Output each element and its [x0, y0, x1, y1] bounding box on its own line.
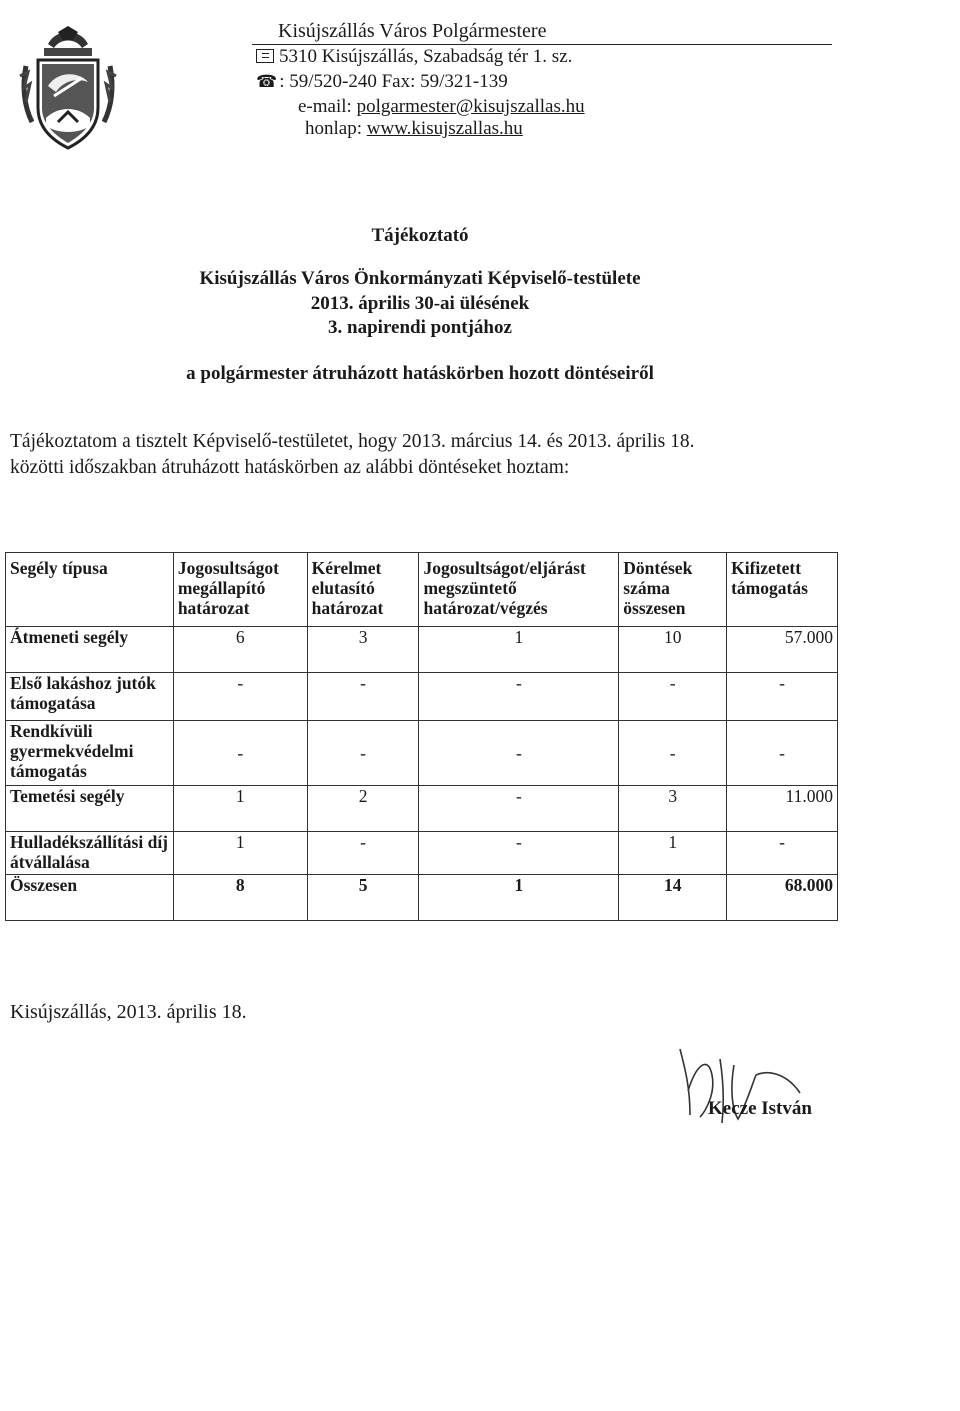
place-and-date: Kisújszállás, 2013. április 18. [10, 1001, 247, 1023]
table-header-cell: Jogosultságot/eljárást megszüntető határozat/végzés [419, 553, 619, 627]
row-label: Hulladékszállítási díj átvállalása [6, 832, 174, 875]
total-cell: 8 [173, 875, 307, 921]
table-cell: - [419, 721, 619, 786]
total-cell: 14 [619, 875, 727, 921]
signature [660, 1045, 850, 1135]
table-header-cell: Segély típusa [6, 553, 174, 627]
table-cell: 6 [173, 627, 307, 673]
table-cell: - [173, 721, 307, 786]
heading-subject: a polgármester átruházott hatáskörben hozott döntéseiről [186, 363, 654, 384]
email-label: e-mail: [298, 96, 357, 117]
table-cell: - [307, 832, 419, 875]
table-row [6, 721, 838, 786]
document-icon [256, 49, 274, 63]
table-cell: - [727, 721, 838, 786]
table-header-cell: Jogosultságot megállapító határozat [173, 553, 307, 627]
address-text: 5310 Kisújszállás, Szabadság tér 1. sz. [279, 46, 573, 67]
table-cell: - [307, 721, 419, 786]
table-header-row [6, 553, 838, 627]
letterhead-title: Kisújszállás Város Polgármestere [278, 20, 547, 42]
table-cell: - [307, 673, 419, 721]
signer-name: Kecze István [708, 1098, 812, 1119]
row-label: Első lakáshoz jutók támogatása [6, 673, 174, 721]
web-label: honlap: [305, 118, 367, 139]
phone-fax-text: : 59/520-240 Fax: 59/321-139 [279, 71, 508, 92]
intro-paragraph-line-2: közötti időszakban átruházott hatáskörben az alábbi döntéseket hoztam: [10, 457, 570, 478]
total-cell: 68.000 [727, 875, 838, 921]
table-header-cell: Kérelmet elutasító határozat [307, 553, 419, 627]
table-cell: 11.000 [727, 786, 838, 832]
website-link[interactable]: www.kisujszallas.hu [366, 118, 523, 139]
letterhead-website [305, 118, 523, 140]
letterhead-divider [252, 44, 832, 45]
table-cell: - [419, 832, 619, 875]
intro-paragraph-line-1: Tájékoztatom a tisztelt Képviselő-testületet, hogy 2013. március 14. és 2013. április 18. [10, 431, 695, 452]
table-cell: 2 [307, 786, 419, 832]
letterhead-address [256, 46, 572, 68]
decisions-table [5, 552, 838, 921]
table-row [6, 627, 838, 673]
heading-line-2: 2013. április 30-ai ülésének [310, 293, 530, 314]
table-cell: - [173, 673, 307, 721]
row-label: Átmeneti segély [6, 627, 174, 673]
table-cell: 57.000 [727, 627, 838, 673]
table-cell: 1 [419, 627, 619, 673]
table-cell: - [419, 673, 619, 721]
total-label: Összesen [6, 875, 174, 921]
total-cell: 5 [307, 875, 419, 921]
table-header-cell: Döntések száma összesen [619, 553, 727, 627]
row-label: Rendkívüli gyermekvédelmi támogatás [6, 721, 174, 786]
table-cell: 1 [173, 832, 307, 875]
table-cell: 3 [619, 786, 727, 832]
table-row [6, 673, 838, 721]
table-cell: - [727, 673, 838, 721]
table-cell: 1 [619, 832, 727, 875]
letterhead-phone [256, 71, 508, 93]
table-row [6, 786, 838, 832]
table-cell: 10 [619, 627, 727, 673]
table-cell: - [619, 721, 727, 786]
table-row [6, 832, 838, 875]
email-link[interactable]: polgarmester@kisujszallas.hu [356, 96, 585, 117]
document-title: Tájékoztató [371, 225, 469, 246]
row-label: Temetési segély [6, 786, 174, 832]
table-cell: 3 [307, 627, 419, 673]
table-cell: 1 [173, 786, 307, 832]
table-header-cell: Kifizetett támogatás [727, 553, 838, 627]
letterhead-email [298, 96, 585, 118]
telephone-icon: ☎ [256, 72, 278, 91]
table-cell: - [619, 673, 727, 721]
heading-line-3: 3. napirendi pontjához [328, 317, 512, 338]
table-cell: - [419, 786, 619, 832]
heading-line-1: Kisújszállás Város Önkormányzati Képviselő-testülete [199, 268, 641, 289]
table-cell: - [727, 832, 838, 875]
total-cell: 1 [419, 875, 619, 921]
table-total-row [6, 875, 838, 921]
coat-of-arms-logo [18, 26, 118, 152]
